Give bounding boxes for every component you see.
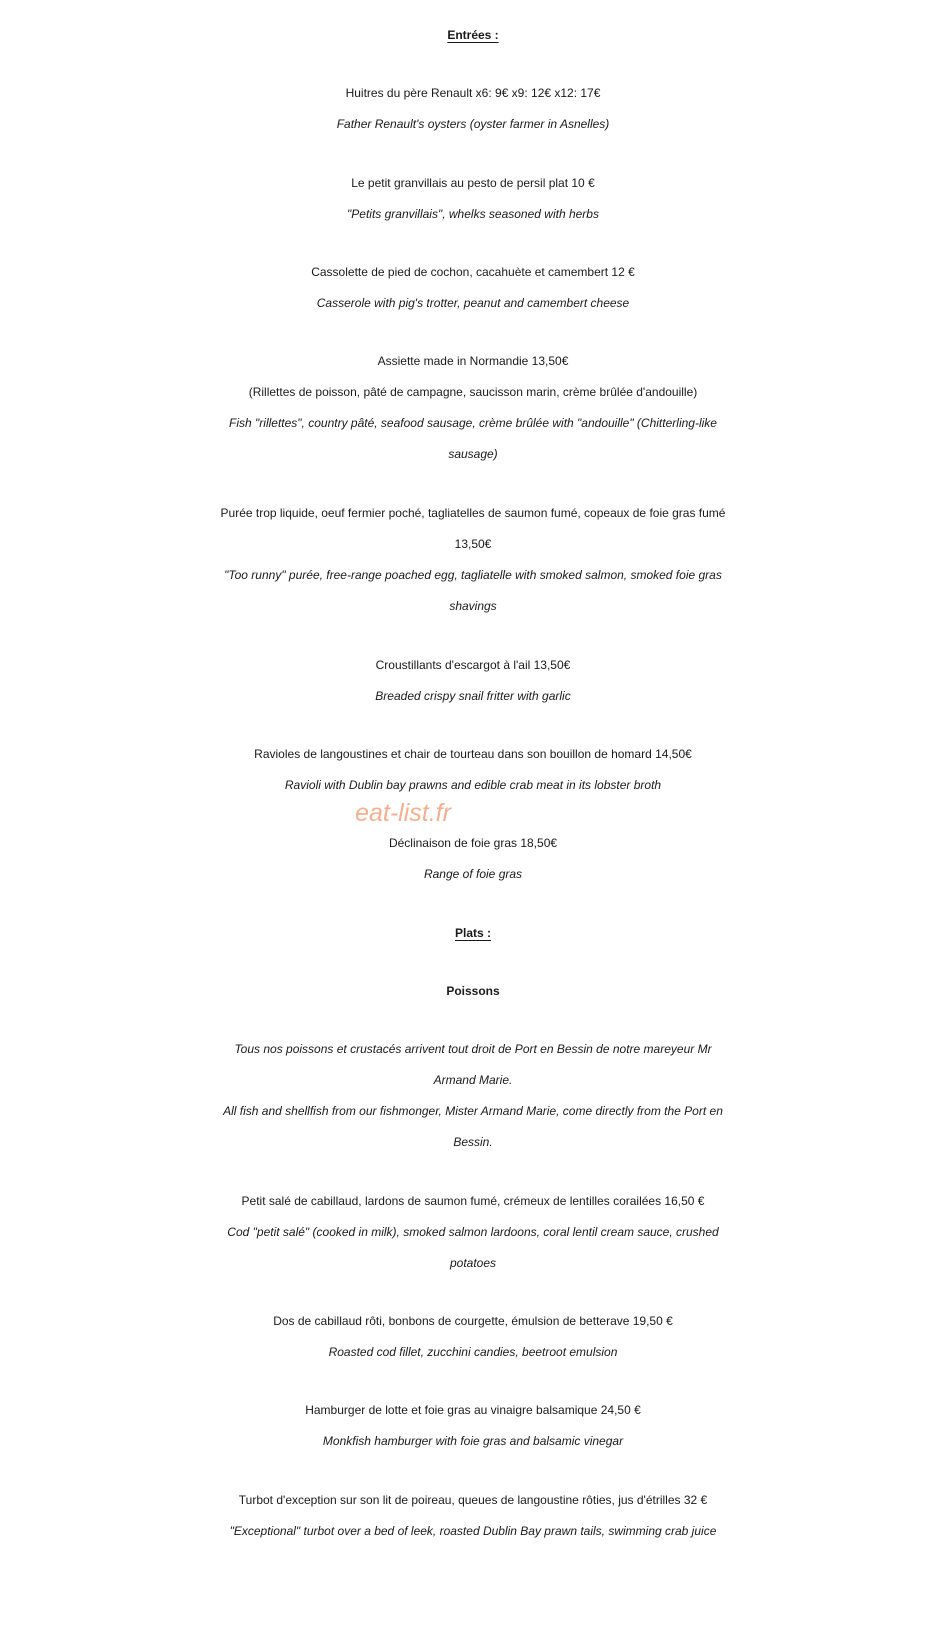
dish-escargot-en: Breaded crispy snail fritter with garlic <box>375 689 571 703</box>
dish-foie-gras-en: Range of foie gras <box>423 867 523 881</box>
poissons-intro-fr-1: Tous nos poissons et crustacés arrivent tout droit de Port en Bessin de notre mareyeur Mr <box>234 1042 712 1056</box>
dish-hamburger-lotte-en: Monkfish hamburger with foie gras and balsamic vinegar <box>322 1434 624 1448</box>
dish-puree-fr-1: Purée trop liquide, oeuf fermier poché, tagliatelles de saumon fumé, copeaux de foie gras fumé <box>220 506 726 520</box>
poissons-heading: Poissons <box>446 984 500 998</box>
dish-ravioles-en: Ravioli with Dublin bay prawns and edible crab meat in its lobster broth <box>284 778 662 792</box>
dish-assiette-detail: (Rillettes de poisson, pâté de campagne, saucisson marin, crème brûlée d'andouille) <box>248 385 698 399</box>
poissons-intro-en-2: Bessin. <box>453 1135 493 1149</box>
dish-oysters-en: Father Renault's oysters (oyster farmer in Asnelles) <box>336 117 610 131</box>
dish-petit-sale-en-2: potatoes <box>449 1256 497 1270</box>
dish-escargot-fr: Croustillants d'escargot à l'ail 13,50€ <box>375 658 571 672</box>
dish-assiette-en-1: Fish "rillettes", country pâté, seafood sausage, crème brûlée with "andouille" (Chitterling-like <box>229 416 717 430</box>
dish-granvillais-en: "Petits granvillais", whelks seasoned with herbs <box>347 207 599 221</box>
dish-dos-cabillaud-fr: Dos de cabillaud rôti, bonbons de courgette, émulsion de betterave 19,50 € <box>273 1314 673 1328</box>
dish-assiette-fr: Assiette made in Normandie 13,50€ <box>377 354 569 368</box>
dish-assiette-en-2: sausage) <box>448 447 498 461</box>
dish-hamburger-lotte-fr: Hamburger de lotte et foie gras au vinaigre balsamique 24,50 € <box>305 1403 641 1417</box>
dish-granvillais-fr: Le petit granvillais au pesto de persil plat 10 € <box>351 176 595 190</box>
dish-turbot-en: "Exceptional" turbot over a bed of leek, roasted Dublin Bay prawn tails, swimming crab juice <box>229 1524 717 1538</box>
dish-puree-en-1: "Too runny" purée, free-range poached egg, tagliatelle with smoked salmon, smoked foie gras <box>224 568 722 582</box>
poissons-intro-en-1: All fish and shellfish from our fishmonger, Mister Armand Marie, come directly from the Port en <box>223 1104 723 1118</box>
dish-foie-gras-fr: Déclinaison de foie gras 18,50€ <box>388 836 558 850</box>
dish-cassolette-en: Casserole with pig's trotter, peanut and camembert cheese <box>316 296 630 310</box>
dish-oysters-fr: Huitres du père Renault x6: 9€ x9: 12€ x12: 17€ <box>345 86 601 100</box>
plats-heading: Plats : <box>454 926 491 940</box>
entrees-heading: Entrées : <box>447 28 499 42</box>
dish-puree-en-2: shavings <box>449 599 497 613</box>
dish-dos-cabillaud-en: Roasted cod fillet, zucchini candies, beetroot emulsion <box>328 1345 618 1359</box>
watermark: eat-list.fr <box>355 799 451 827</box>
dish-ravioles-fr: Ravioles de langoustines et chair de tourteau dans son bouillon de homard 14,50€ <box>254 747 692 761</box>
dish-petit-sale-fr: Petit salé de cabillaud, lardons de saumon fumé, crémeux de lentilles corailées 16,50 € <box>241 1194 705 1208</box>
poissons-intro-fr-2: Armand Marie. <box>433 1073 513 1087</box>
dish-petit-sale-en-1: Cod "petit salé" (cooked in milk), smoked salmon lardoons, coral lentil cream sauce, crushed <box>227 1225 719 1239</box>
dish-cassolette-fr: Cassolette de pied de cochon, cacahuète et camembert 12 € <box>311 265 635 279</box>
dish-turbot-fr: Turbot d'exception sur son lit de poireau, queues de langoustine rôties, jus d'étrilles 32 € <box>238 1493 708 1507</box>
dish-puree-fr-2: 13,50€ <box>454 537 492 551</box>
